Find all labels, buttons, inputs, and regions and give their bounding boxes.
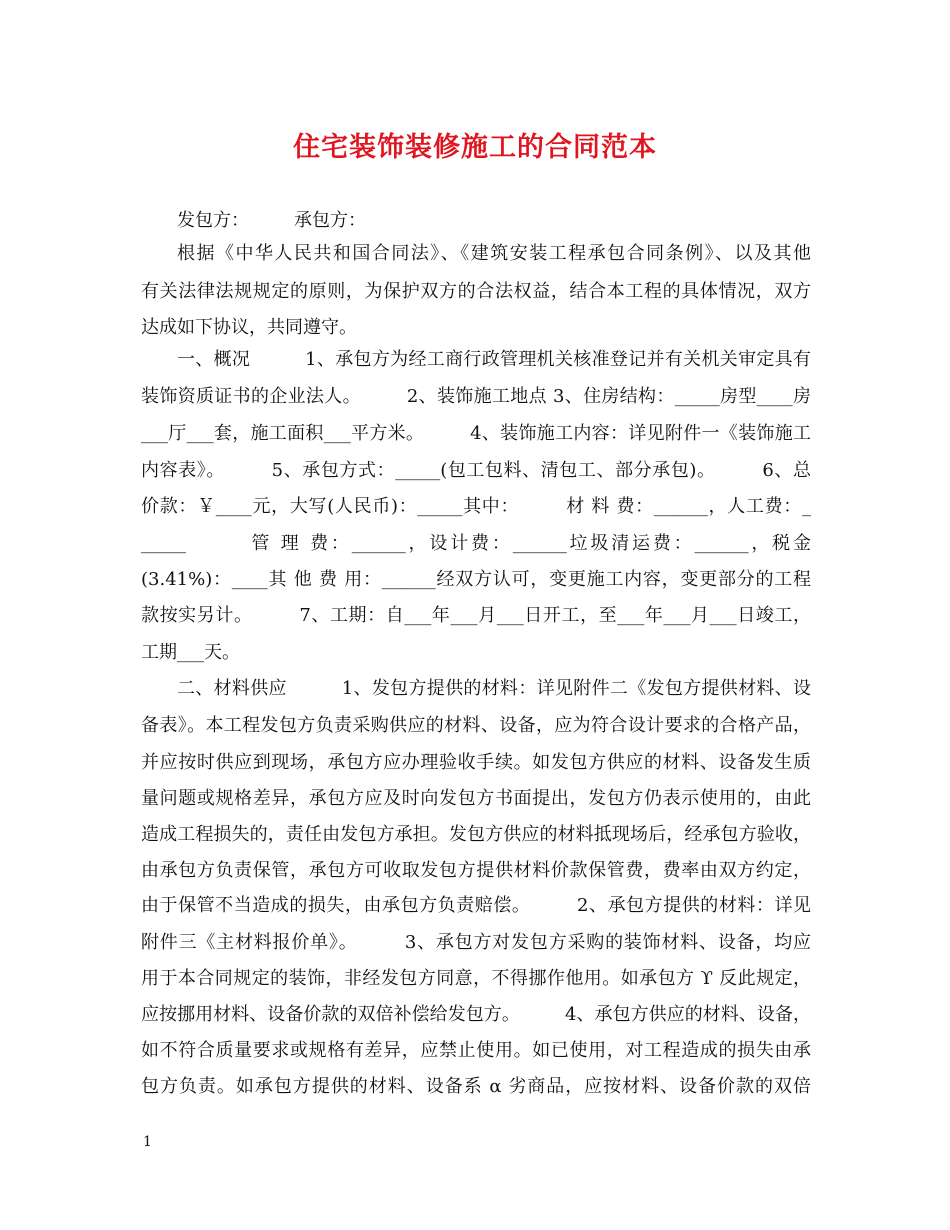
document-title: 住宅装饰装修施工的合同范本 (293, 132, 657, 163)
text-line: 款按实另计。 7、工期：自___年___月___日开工，至___年___月___日竣工， (141, 605, 811, 626)
text-line: _____ 管 理 费：______，设计费：______垃圾清运费：______，税金 (141, 533, 811, 554)
text-line: 量问题或规格差异，承包方应及时向发包方书面提出，发包方仍表示使用的，由此 (141, 788, 811, 809)
text-line: 由于保管不当造成的损失，由承包方负责赔偿。 2、承包方提供的材料：详见 (141, 895, 811, 916)
text-line: 用于本合同规定的装饰，非经发包方同意，不得挪作他用。如承包方 ϒ 反此规定， (141, 968, 811, 989)
text-line: 根据《中华人民共和国合同法》、《建筑安装工程承包合同条例》、以及其他 (177, 243, 811, 264)
parties-line: 发包方： 承包方： (177, 210, 366, 231)
text-line: 附件三《主材料报价单》。 3、承包方对发包方采购的装饰材料、设备，均应 (141, 932, 811, 953)
section-heading-materials: 二、材料供应 1、发包方提供的材料：详见附件二《发包方提供材料、设 (177, 678, 811, 699)
text-line: 达成如下协议，共同遵守。 (141, 317, 357, 338)
text-line: 备表》。本工程发包方负责采购供应的材料、设备，应为符合设计要求的合格产品， (141, 715, 811, 736)
text-line: 内容表》。 5、承包方式：_____(包工包料、清包工、部分承包)。 6、总 (141, 460, 811, 481)
text-line: 包方负责。如承包方提供的材料、设备系 α 劣商品，应按材料、设备价款的双倍 (141, 1076, 811, 1097)
text-line: 由承包方负责保管，承包方可收取发包方提供材料价款保管费，费率由双方约定， (141, 860, 811, 881)
text-line: 装饰资质证书的企业法人。 2、装饰施工地点 3、住房结构：_____房型____房 (141, 386, 811, 407)
page-number: 1 (143, 1134, 152, 1150)
text-line: 并应按时供应到现场，承包方应办理验收手续。如发包方供应的材料、设备发生质 (141, 752, 811, 773)
section-heading-overview: 一、概况 1、承包方为经工商行政管理机关核准登记并有关机关审定具有 (177, 349, 811, 370)
text-line: 造成工程损失的，责任由发包方承担。发包方供应的材料抵现场后，经承包方验收， (141, 824, 811, 845)
text-line: (3.41%)：____其 他 费 用：______经双方认可，变更施工内容，变更部分的工程 (141, 569, 811, 590)
text-line: 有关法律法规规定的原则，为保护双方的合法权益，结合本工程的具体情况，双方 (141, 281, 811, 302)
text-line: ___厅___套，施工面积___平方米。 4、装饰施工内容：详见附件一《装饰施工 (141, 423, 811, 444)
text-line: 工期___天。 (141, 642, 240, 663)
text-line: 价款：￥____元，大写(人民币)：_____其中： 材 料 费：______，人工费：_ (141, 496, 811, 517)
text-line: 应按挪用材料、设备价款的双倍补偿给发包方。 4、承包方供应的材料、设备， (141, 1004, 811, 1025)
text-line: 如不符合质量要求或规格有差异，应禁止使用。如已使用，对工程造成的损失由承 (141, 1040, 811, 1061)
